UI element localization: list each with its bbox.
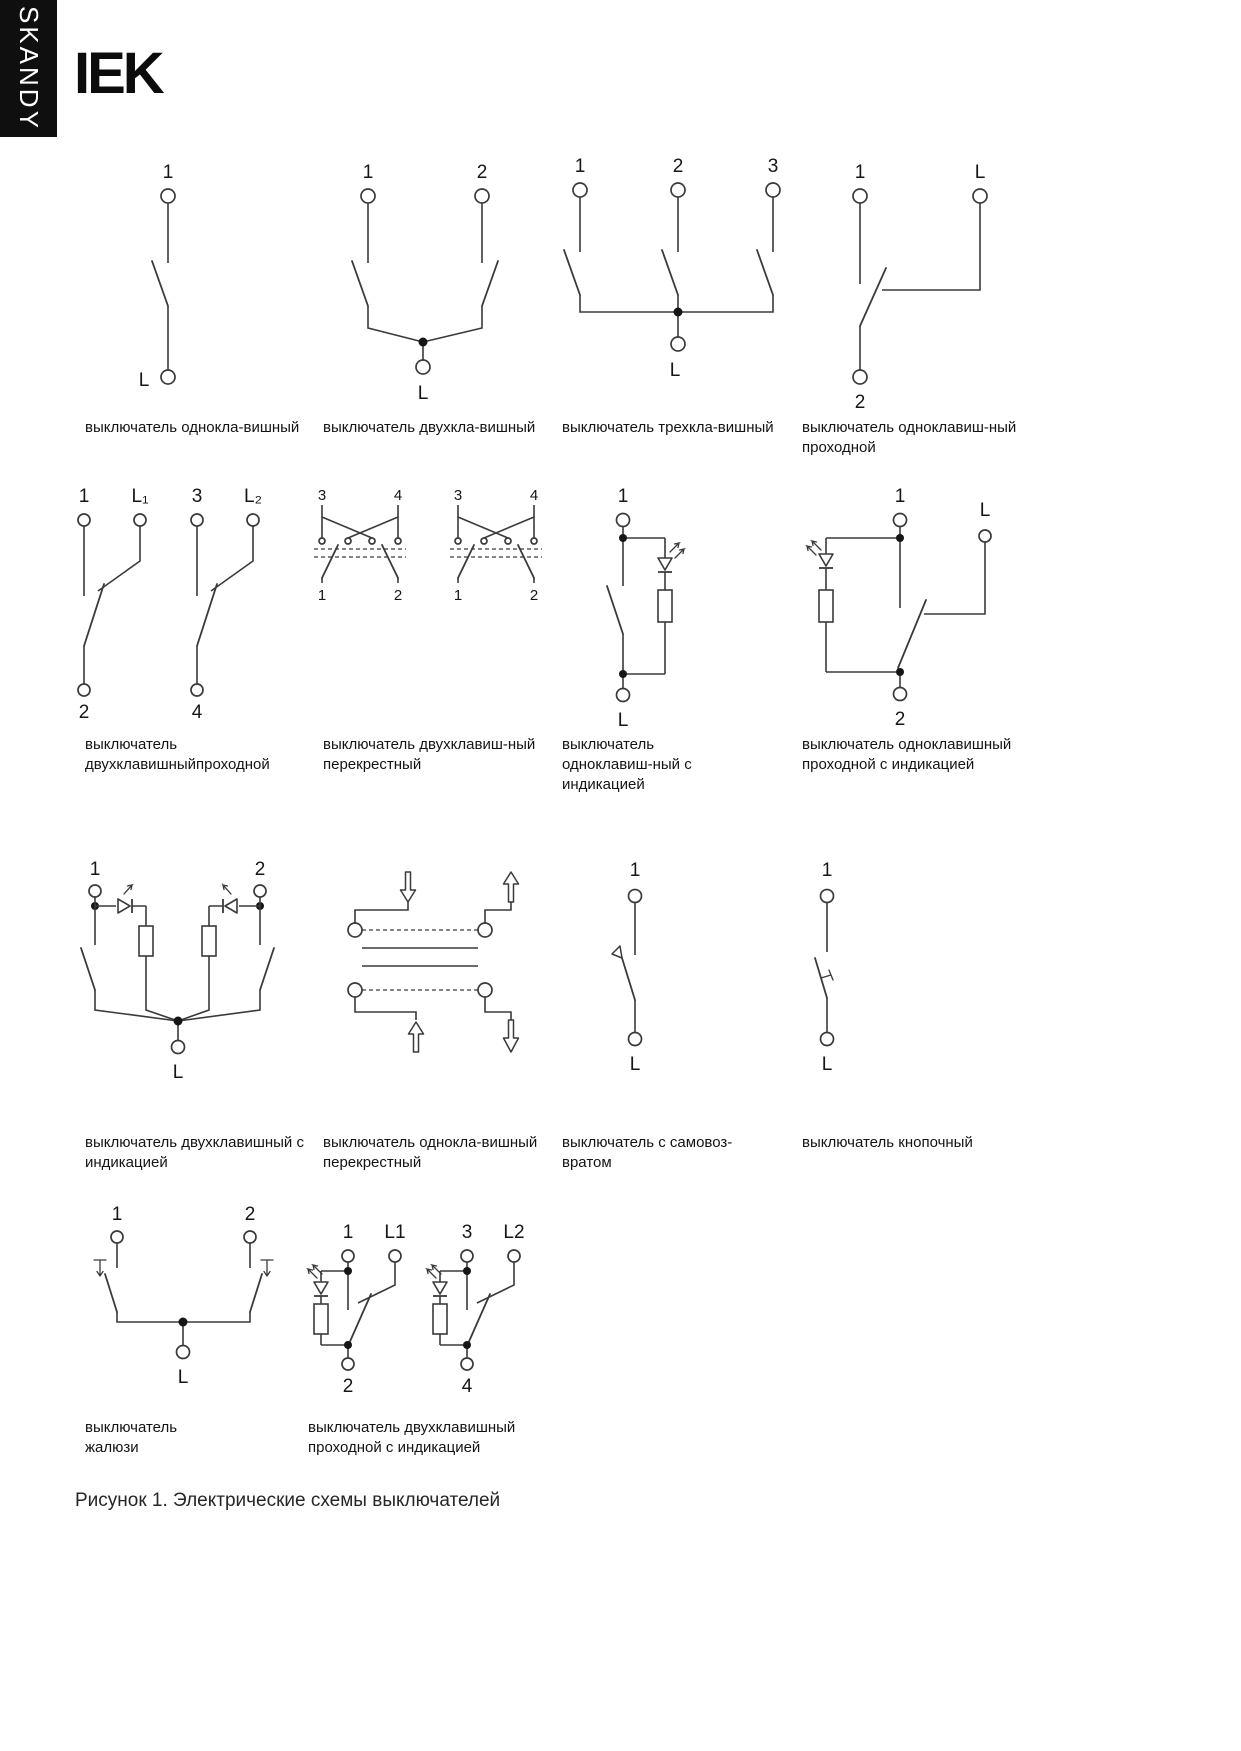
terminal-label: 3 [767,156,779,177]
one-gang-crossover-schematic [328,860,538,1090]
contact-circle [345,538,351,544]
caption-two-gang-crossover: выключатель двухклавиш-ный перекрестный [323,736,536,773]
led-emission-arrows [675,549,684,558]
passthrough-indicator-schematic [786,486,1016,741]
one-gang-passthrough-schematic [798,158,1028,413]
terminal-label: L [172,1062,184,1083]
switch-blade [757,250,773,295]
terminal-circle [161,370,175,384]
switch-blade [607,586,623,634]
caption-one-gang-crossover: выключатель однокла-вишный перекрестный [323,1134,538,1171]
terminal-label: 2 [244,1204,256,1225]
junction-dot [896,668,904,676]
terminal-label: 1 [317,587,327,604]
junction-dot [174,1017,183,1026]
terminal-circle [475,189,489,203]
two-gang-indicator-schematic [78,860,298,1105]
caption-self-return: выключатель с самовоз-вратом [562,1134,733,1171]
two-gang-switch-schematic [318,158,533,408]
terminal-circle [617,514,630,527]
blinds-switch-schematic [78,1190,288,1425]
terminal-label: 3 [191,486,203,507]
diagram-one-gang-passthrough [798,158,1028,413]
led-indicator [427,1265,447,1296]
caption-one-gang-passthrough: выключатель одноклавиш-ный проходной [802,419,1017,456]
terminal-label: 1 [453,587,463,604]
terminal-label: L₂ [244,486,262,507]
terminal-label: L [629,1054,641,1075]
terminal-label: 4 [529,487,539,504]
terminal-label: 2 [672,156,684,177]
junction-dot [179,1318,188,1327]
terminal-label: 3 [453,487,463,504]
switch-blade [352,261,368,306]
switch-blade [482,261,498,306]
diagram-one-gang-crossover [328,860,538,1090]
diagram-two-gang-indicator [78,860,298,1105]
terminal-circle [766,183,780,197]
caption-three-gang: выключатель трехкла-вишный [562,419,774,436]
terminal-label: L [177,1367,189,1388]
caption-one-gang-indicator: выключатель одноклавиш-ный с индикацией [562,736,692,793]
led-emission-arrows [124,885,132,894]
terminal-circle [177,1346,190,1359]
spring-return-symbol [612,946,622,958]
terminal-label: L [417,383,429,404]
led-emission-arrows [807,546,816,555]
three-gang-switch-schematic [558,152,788,402]
terminal-circle [244,1231,256,1243]
terminal-label: 2 [393,587,403,604]
terminal-circle [247,514,259,526]
terminal-circle [342,1250,354,1262]
led-indicator [118,885,132,913]
diagram-two-gang-switch [318,158,533,408]
terminal-label: 1 [617,486,629,507]
terminal-circle [254,885,266,897]
changeover-blade [197,584,217,646]
terminal-circle [161,189,175,203]
terminal-circle [671,337,685,351]
contact-circle [531,538,537,544]
terminal-label: 1 [78,486,90,507]
changeover-blade [84,584,104,646]
diagram-blinds-switch [78,1190,288,1425]
terminal-label: L1 [384,1222,406,1243]
wires [117,1243,250,1345]
terminal-circle [89,885,101,897]
led-indicator [223,885,237,913]
terminal-label: L [669,360,681,381]
switch-blade [105,1274,117,1312]
junction-dot [896,534,904,542]
terminal-circle [821,890,834,903]
switch-blade [152,261,168,306]
terminal-label: 4 [191,702,203,723]
terminal-label: 1 [629,860,641,881]
resistor [139,926,153,956]
resistor [433,1304,447,1334]
terminal-label: 2 [476,162,488,183]
junction-dot [619,534,627,542]
contact-circle [505,538,511,544]
caption-two-gang-passthrough-indicator: выключатель двухклавишный проходной с индикацией [308,1419,516,1456]
changeover-blade [898,600,926,668]
one-gang-switch-schematic [84,158,254,408]
contact-circle [455,538,461,544]
terminal-label: 1 [111,1204,123,1225]
caption-one-gang: выключатель однокла-вишный [85,419,300,436]
contact-circle [478,923,492,937]
terminal-label: L [974,162,986,183]
wires [355,902,511,1020]
switch-blade [518,545,534,578]
junction-dot [463,1341,471,1349]
indicator-passthrough-unit-1 [308,1222,406,1397]
terminal-circle [191,514,203,526]
wires [322,505,398,583]
terminal-circle [894,688,907,701]
switch-blade [662,250,678,295]
terminal-label: 3 [317,487,327,504]
wires [440,1262,514,1358]
led-emission-arrows [670,543,679,552]
resistor [202,926,216,956]
terminal-circle [461,1250,473,1262]
terminal-circle [573,183,587,197]
terminal-circle [979,530,991,542]
self-return-switch-schematic [596,860,686,1090]
terminal-label: 2 [78,702,90,723]
terminal-label: 1 [89,859,101,880]
switch-blade [564,250,580,295]
mechanical-link [362,930,478,990]
terminal-label: 3 [461,1222,473,1243]
wires [458,505,534,583]
diagram-three-gang-switch [558,152,788,402]
terminal-circle [134,514,146,526]
terminal-circle [78,514,90,526]
indicator-passthrough-unit-2 [427,1222,525,1397]
terminal-circle [973,189,987,203]
terminal-circle [671,183,685,197]
switch-blade [458,545,474,578]
terminal-label: 1 [894,486,906,507]
terminal-label: L [138,370,150,391]
wires [826,527,985,688]
terminal-label: 2 [342,1376,354,1397]
terminal-label: L [821,1054,833,1075]
terminal-circle [629,890,642,903]
terminal-label: 1 [574,156,586,177]
one-gang-indicator-schematic [562,486,692,741]
terminal-circle [416,360,430,374]
terminal-circle [342,1358,354,1370]
terminal-label: 4 [393,487,403,504]
push-button-switch-schematic [788,860,878,1090]
terminal-label: 1 [821,860,833,881]
switch-blade [382,545,398,578]
diagram-passthrough-indicator [786,486,1016,741]
mechanical-link [450,549,542,557]
mechanical-link [314,549,406,557]
crossover-unit-2 [450,487,542,604]
led-indicator [807,541,833,568]
junction-dot [674,308,683,317]
diagram-two-gang-passthrough-indicator [293,1190,563,1410]
terminal-label: L₁ [131,486,149,507]
led-emission-arrows [223,885,231,894]
terminal-label: 1 [342,1222,354,1243]
wires [321,1262,395,1358]
terminal-label: 1 [162,162,174,183]
terminal-circle [361,189,375,203]
wires [84,526,253,684]
terminal-circle [111,1231,123,1243]
terminal-circle [172,1041,185,1054]
changeover-blade [860,268,886,326]
figure-caption: Рисунок 1. Электрические схемы выключателей [75,1490,501,1511]
contact-circle [395,538,401,544]
resistor [658,590,672,622]
resistor [314,1304,328,1334]
iek-logo: IEK [74,41,162,106]
two-gang-passthrough-schematic [70,486,300,736]
switch-blade [81,948,95,990]
terminal-circle [894,514,907,527]
resistor [819,590,833,622]
diagram-one-gang-switch [84,158,254,408]
diagram-two-gang-passthrough [70,486,300,736]
contact-circle [319,538,325,544]
junction-dot [344,1341,352,1349]
switch-blade [622,958,635,1000]
terminal-label: 4 [461,1376,473,1397]
terminal-circle [191,684,203,696]
junction-dot [419,338,428,347]
two-gang-passthrough-indicator-schematic [293,1190,563,1410]
terminal-circle [78,684,90,696]
diagram-two-gang-crossover [308,486,558,621]
terminal-circle [461,1358,473,1370]
terminal-label: L [979,500,991,521]
junction-dot [463,1267,471,1275]
contact-circle [348,983,362,997]
diagram-push-button-switch [788,860,878,1090]
terminal-label: 1 [854,162,866,183]
terminal-circle [629,1033,642,1046]
led-indicator [308,1265,328,1296]
crossover-unit-1 [314,487,406,604]
terminal-circle [821,1033,834,1046]
terminal-label: 2 [854,392,866,413]
direction-arrow-down [504,1020,519,1052]
caption-two-gang-passthrough: выключатель двухклавишныйпроходной [85,736,270,773]
terminal-label: L2 [503,1222,525,1243]
junction-dot [344,1267,352,1275]
direction-arrow-up [504,872,519,902]
contact-circle [348,923,362,937]
direction-arrow-up [409,1022,424,1052]
terminal-label: 2 [894,709,906,730]
junction-dot [619,670,627,678]
contact-circle [369,538,375,544]
caption-two-gang-indicator: выключатель двухклавишный с индикацией [85,1134,304,1171]
terminal-label: L [617,710,629,731]
contact-circle [478,983,492,997]
led-indicator [658,543,684,572]
caption-passthrough-indicator: выключатель одноклавишный проходной с индикацией [802,736,1012,773]
diagram-one-gang-indicator [562,486,692,741]
contact-circle [481,538,487,544]
series-spine-label: SKANDY [0,0,57,137]
wires [368,203,482,360]
diagram-self-return-switch [596,860,686,1090]
terminal-label: 2 [254,859,266,880]
direction-arrow-down [401,872,416,902]
terminal-circle [508,1250,520,1262]
terminal-circle [853,370,867,384]
terminal-circle [853,189,867,203]
caption-push-button: выключатель кнопочный [802,1134,973,1151]
terminal-label: 2 [529,587,539,604]
terminal-circle [389,1250,401,1262]
terminal-label: 1 [362,162,374,183]
caption-blinds: выключатель жалюзи [85,1419,178,1456]
caption-two-gang: выключатель двухкла-вишный [323,419,536,436]
push-actuator-symbol [821,970,833,980]
led-emission-arrows [812,541,821,550]
two-gang-crossover-schematic [308,486,558,621]
switch-blade [322,545,338,578]
terminal-circle [617,689,630,702]
switch-blade [250,1274,262,1312]
switch-blade [260,948,274,990]
